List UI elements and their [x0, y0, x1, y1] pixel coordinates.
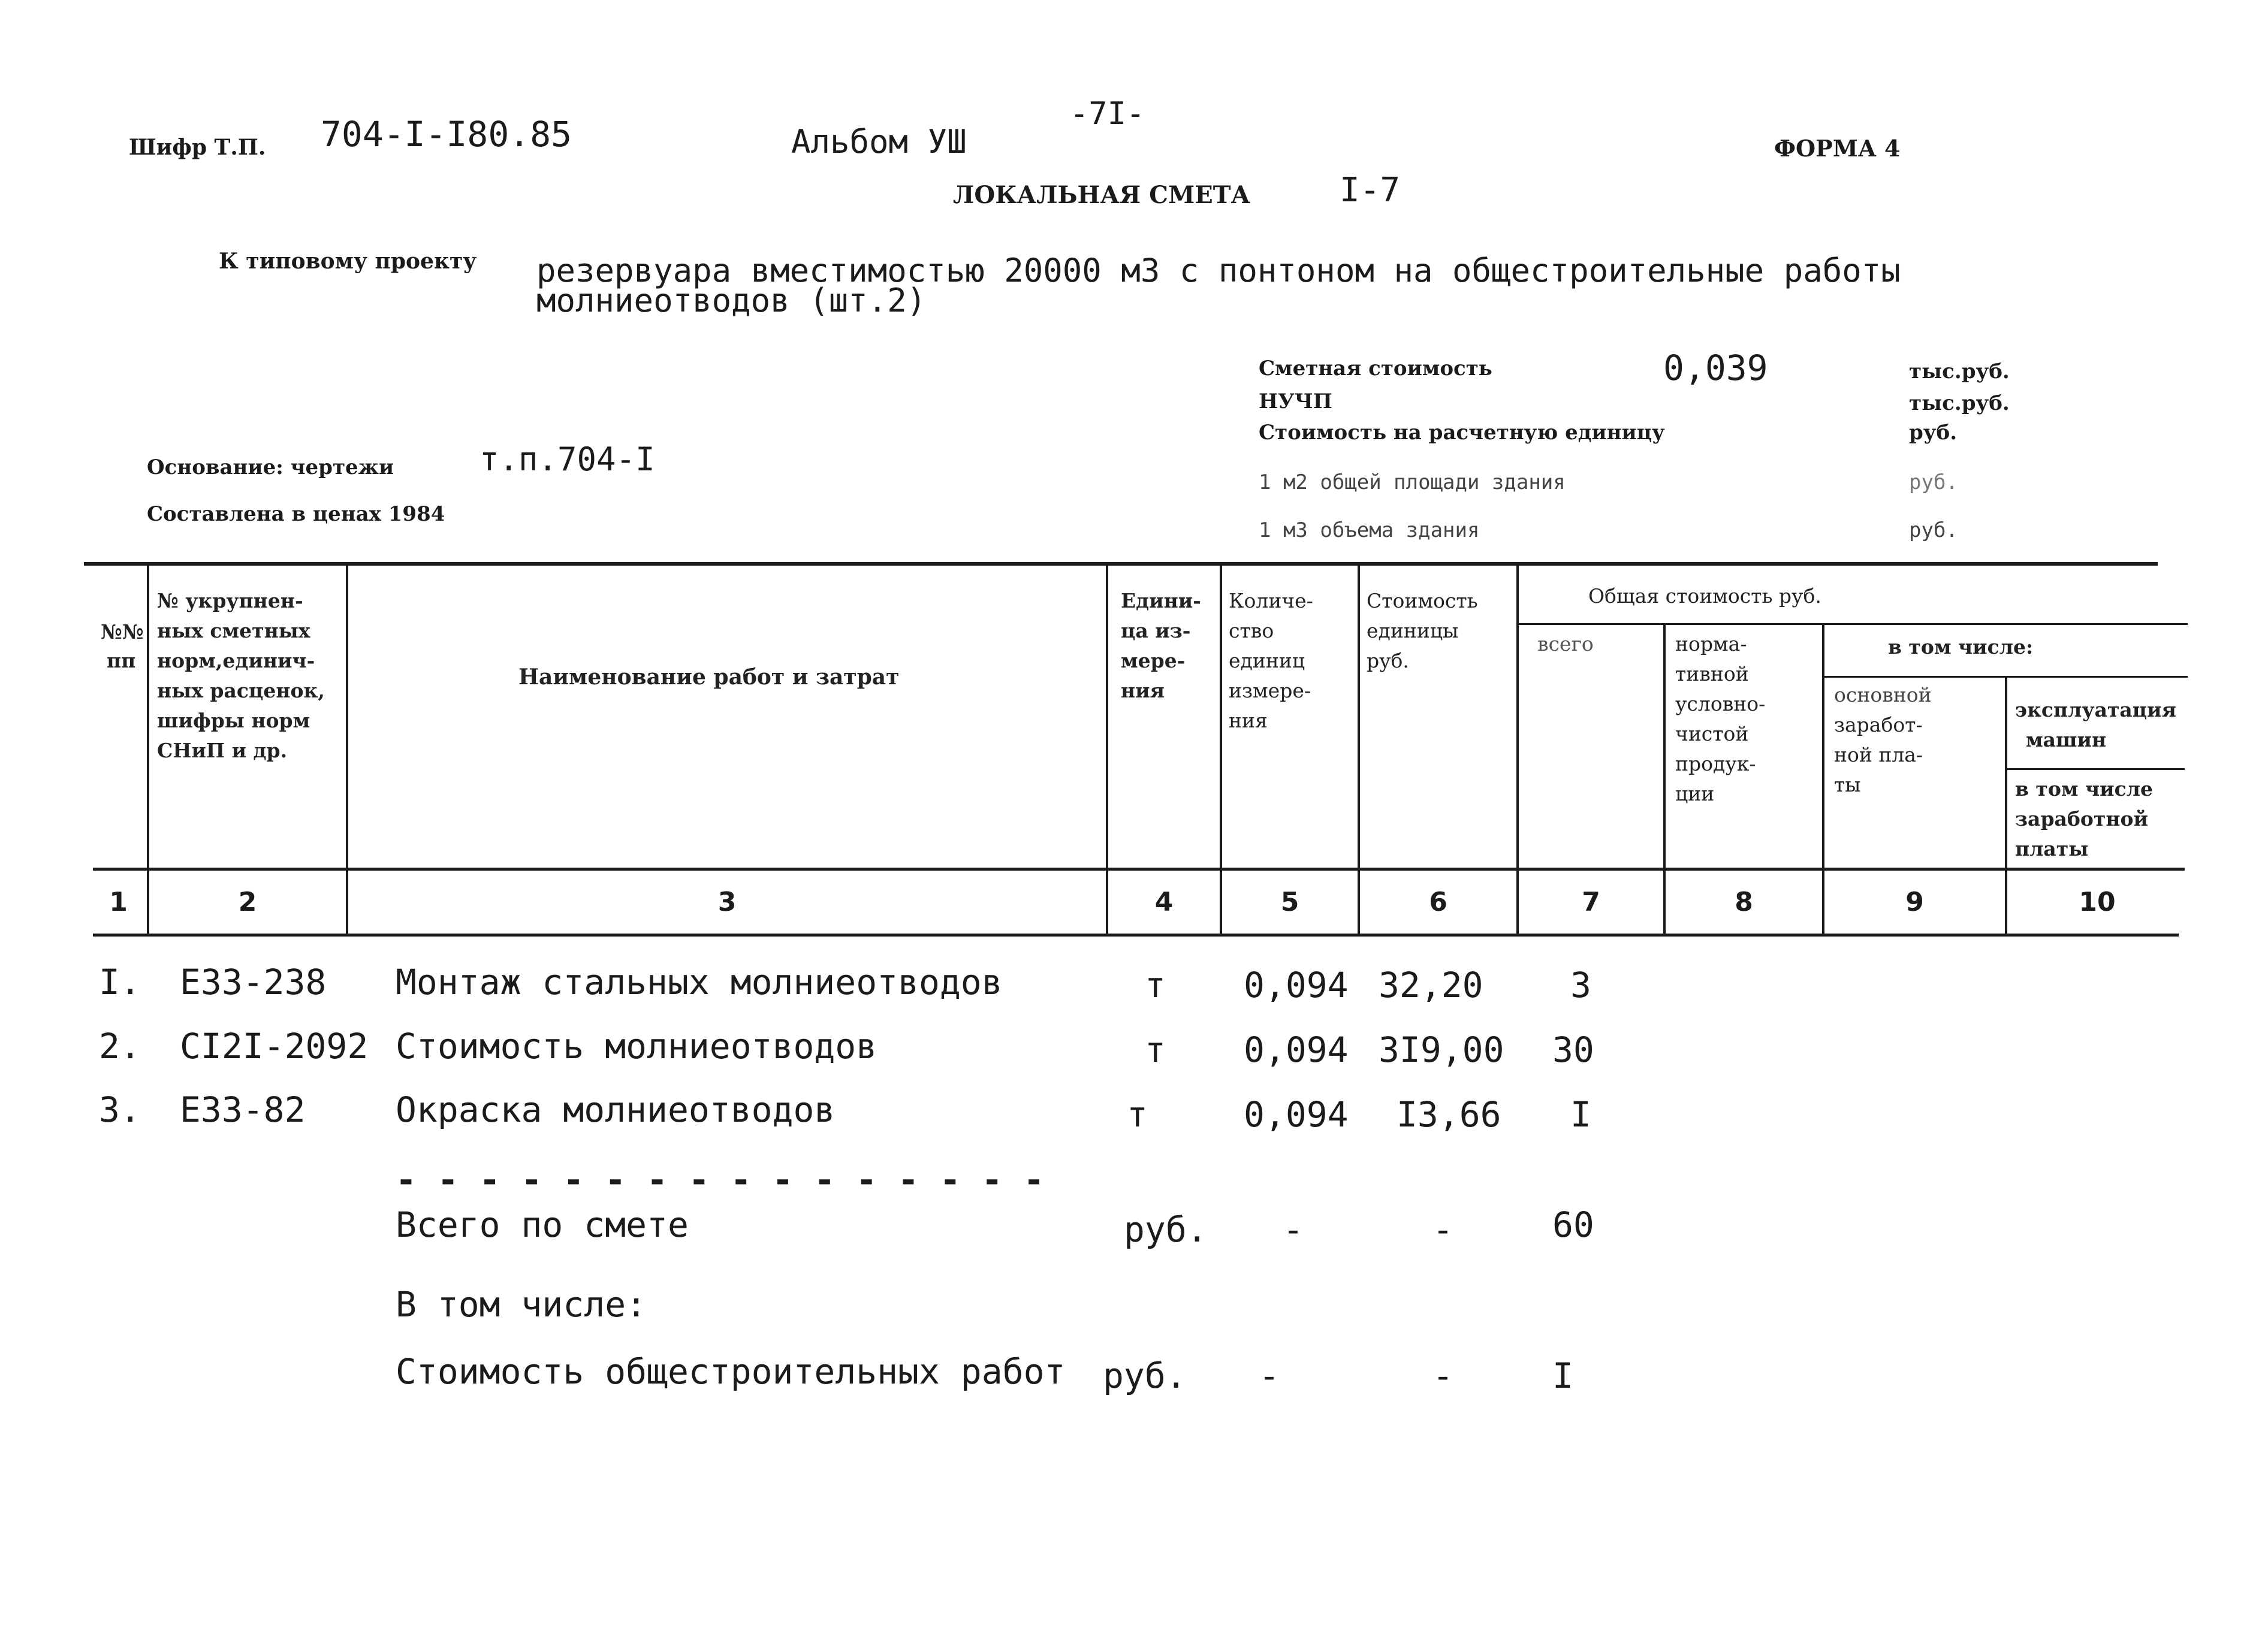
- basis-label: Основание: чертежи: [147, 455, 394, 479]
- project-line-1: резервуара вместимостью 20000 м3 с понтоном на общестроительные работы: [536, 252, 1901, 289]
- row-total: I: [1570, 1094, 1591, 1135]
- total-name: Всего по смете: [396, 1204, 689, 1245]
- row-unit: т: [1145, 965, 1166, 1005]
- hdr-c2-line: шифры норм: [157, 709, 310, 732]
- per-m3-unit: руб.: [1909, 518, 1958, 542]
- estimated-cost-unit: тыс.руб.: [1909, 360, 2010, 383]
- hdr-c9-line: ты: [1834, 773, 1861, 796]
- col-number: 6: [1429, 887, 1447, 917]
- row-total: 30: [1552, 1029, 1594, 1070]
- estimated-cost-value: 0,039: [1663, 348, 1768, 388]
- hdr-c2-line: № укрупнен-: [157, 589, 303, 612]
- hdr-c2-line: ных сметных: [157, 619, 310, 642]
- row-number: 3.: [99, 1089, 141, 1130]
- hdr-c7: всего: [1537, 632, 1594, 656]
- row-name: Стоимость молниеотводов: [396, 1026, 877, 1067]
- dashed-separator: - - - - - - - - - - - - - - - -: [396, 1159, 1045, 1200]
- hdr-c10-line: эксплуатация: [2015, 698, 2177, 721]
- row-qty: 0,094: [1244, 1094, 1349, 1135]
- unit-cost-label: Стоимость на расчетную единицу: [1259, 421, 1665, 445]
- hdr-c3: Наименование работ и затрат: [518, 665, 900, 690]
- hdr-group: Общая стоимость руб.: [1588, 584, 1821, 608]
- estimated-cost-label: Сметная стоимость: [1259, 357, 1492, 380]
- hdr-c8-line: тивной: [1675, 662, 1749, 685]
- total-price: -: [1432, 1209, 1453, 1250]
- col-number: 5: [1280, 887, 1299, 917]
- hdr-c4-line: мере-: [1121, 649, 1186, 672]
- hdr-c9-line: ной пла-: [1834, 743, 1923, 766]
- per-m2-unit: руб.: [1909, 470, 1958, 494]
- col-divider-5: [1358, 563, 1360, 935]
- album-label: Альбом УШ: [791, 123, 967, 161]
- hdr-c9-line: заработ-: [1834, 713, 1923, 736]
- group-rule: [1516, 623, 2188, 625]
- col-divider-3: [1106, 563, 1108, 935]
- general-works-name: Стоимость общестроительных работ: [396, 1351, 1066, 1392]
- row-price: 32,20: [1379, 965, 1483, 1005]
- row-qty: 0,094: [1244, 965, 1349, 1005]
- total-qty: -: [1283, 1209, 1304, 1250]
- hdr-c1-b: пп: [107, 649, 136, 672]
- hdr-c8-line: ции: [1675, 782, 1715, 805]
- row-name: Окраска молниеотводов: [396, 1089, 836, 1130]
- hdr-c1-a: №№: [101, 620, 144, 644]
- row-unit: т: [1127, 1094, 1148, 1135]
- hdr-c5-line: ния: [1229, 709, 1268, 732]
- general-works-price: -: [1432, 1355, 1453, 1396]
- hdr-c5-line: Количе-: [1229, 589, 1313, 612]
- hdr-c10b-line: платы: [2015, 837, 2089, 860]
- header-bottom-rule: [93, 868, 2185, 871]
- hdr-c6-line: единицы: [1367, 619, 1459, 642]
- col-number: 9: [1905, 887, 1924, 917]
- hdr-incl: в том числе:: [1888, 635, 2034, 659]
- doc-title: ЛОКАЛЬНАЯ СМЕТА: [953, 181, 1251, 209]
- hdr-c6-line: Стоимость: [1367, 589, 1478, 612]
- hdr-c8-line: условно-: [1675, 692, 1766, 715]
- col-number: 8: [1735, 887, 1753, 917]
- row-code: Е33-238: [180, 962, 327, 1002]
- col-number: 3: [717, 887, 737, 917]
- cipher-label: Шифр Т.П.: [129, 135, 266, 160]
- hdr-c10-line: машин: [2026, 728, 2107, 751]
- hdr-c8-line: продук-: [1675, 752, 1756, 775]
- col-divider-4: [1220, 563, 1222, 935]
- hdr-c8-line: чистой: [1675, 722, 1749, 745]
- basis-value: т.п.704-I: [479, 440, 655, 478]
- form-label: ФОРМА 4: [1774, 135, 1901, 162]
- hdr-c9-line: основной: [1834, 683, 1932, 706]
- hdr-c5-line: измере-: [1229, 679, 1311, 702]
- hdr-c10b-line: в том числе: [2015, 777, 2154, 801]
- col-number: 2: [238, 887, 257, 917]
- general-works-total: I: [1552, 1355, 1573, 1396]
- cipher-value: 704-I-I80.85: [321, 114, 572, 155]
- row-code: СI2I-2092: [180, 1026, 369, 1067]
- hdr-c4-line: ца из-: [1121, 619, 1191, 642]
- prices-label: Составлена в ценах 1984: [147, 502, 445, 526]
- per-m2-label: 1 м2 общей площади здания: [1259, 470, 1566, 494]
- hdr-c5-line: единиц: [1229, 649, 1305, 672]
- col-divider-6: [1516, 563, 1519, 935]
- col-divider-2: [346, 563, 348, 935]
- hdr-c5-line: ство: [1229, 619, 1274, 642]
- row-price: 3I9,00: [1379, 1029, 1504, 1070]
- page-number: -7I-: [1070, 96, 1145, 132]
- col-number: 10: [2079, 887, 2116, 917]
- hdr-c2-line: СНиП и др.: [157, 739, 288, 762]
- row-total: 3: [1570, 965, 1591, 1005]
- col-number: 1: [109, 887, 128, 917]
- colnum-bottom-rule: [93, 934, 2179, 937]
- general-works-unit: руб.: [1103, 1355, 1187, 1396]
- row-unit: т: [1145, 1029, 1166, 1070]
- per-m3-label: 1 м3 объема здания: [1259, 518, 1480, 542]
- table-top-rule: [84, 562, 2158, 566]
- col-number: 4: [1154, 887, 1174, 917]
- hdr-c4-line: ния: [1121, 679, 1165, 702]
- row-number: 2.: [99, 1026, 141, 1067]
- general-works-qty: -: [1259, 1355, 1280, 1396]
- col-number: 7: [1582, 887, 1600, 917]
- hdr-c6-line: руб.: [1367, 649, 1409, 672]
- total-sum: 60: [1552, 1204, 1594, 1245]
- hdr-c4-line: Едини-: [1121, 589, 1201, 612]
- nuchp-label: НУЧП: [1259, 389, 1332, 413]
- row-qty: 0,094: [1244, 1029, 1349, 1070]
- project-label: К типовому проекту: [219, 249, 477, 274]
- project-line-2: молниеотводов (шт.2): [536, 282, 927, 319]
- col-divider-1: [147, 563, 149, 935]
- hdr-c8-line: норма-: [1675, 632, 1747, 656]
- unit-cost-unit: руб.: [1909, 421, 1958, 445]
- hdr-c10b-line: заработной: [2015, 807, 2149, 830]
- row-code: Е33-82: [180, 1089, 306, 1130]
- row-price: I3,66: [1397, 1094, 1501, 1135]
- hdr-c2-line: норм,единич-: [157, 649, 315, 672]
- nuchp-unit: тыс.руб.: [1909, 391, 2010, 415]
- hdr-c2-line: ных расценок,: [157, 679, 325, 702]
- row-number: I.: [99, 962, 141, 1002]
- machines-rule: [2005, 768, 2185, 770]
- total-unit: руб.: [1124, 1209, 1208, 1250]
- row-name: Монтаж стальных молниеотводов: [396, 962, 1003, 1002]
- including-label: В том числе:: [396, 1284, 647, 1325]
- doc-number: I-7: [1340, 171, 1401, 210]
